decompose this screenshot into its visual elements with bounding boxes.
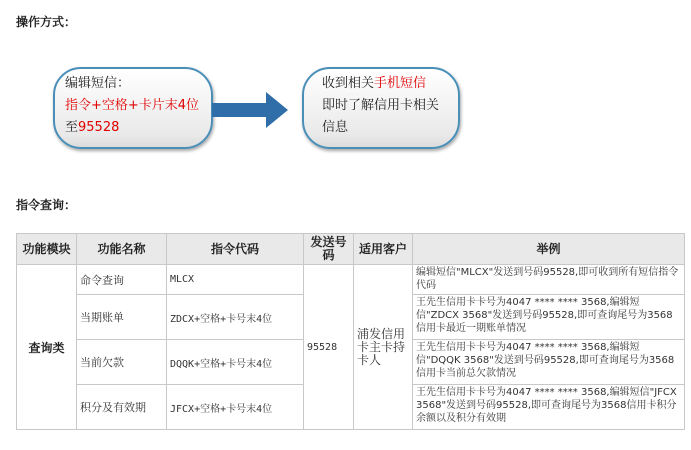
command-code-cell: MLCX: [167, 265, 304, 295]
customer-cell: 浦发信用卡主卡持卡人: [354, 265, 413, 430]
function-name-cell: 当期账单: [77, 295, 167, 340]
category-cell: 查询类: [17, 265, 77, 430]
result-line-3: 信息: [322, 120, 349, 135]
query-heading: 指令查询：: [16, 198, 77, 212]
command-table: [16, 233, 685, 430]
table-header-row: [17, 234, 685, 265]
right-arrow-icon: [212, 92, 288, 128]
header-send-number: 发送号码: [304, 234, 354, 265]
example-cell: 编辑短信"MLCX"发送到号码95528,即可收到所有短信指令代码: [413, 265, 685, 295]
instruction-number: 95528: [78, 120, 120, 135]
command-code-cell: JFCX+空格+卡号末4位: [167, 385, 304, 430]
header-command-code: 指令代码: [167, 234, 304, 265]
result-highlight: 手机短信: [374, 76, 427, 91]
instruction-line-1: 编辑短信：: [65, 76, 131, 91]
example-cell: 王先生信用卡卡号为4047 **** **** 3568,编辑短信"JFCX 3568"发送到号码95528,即可查询尾号为3568信用卡积分余额以及积分有效期: [413, 385, 685, 430]
example-cell: 王先生信用卡卡号为4047 **** **** 3568,编辑短信"DQQK 3568"发送到号码95528,即可查询尾号为3568信用卡当前总欠款情况: [413, 340, 685, 385]
result-bubble: [302, 67, 460, 149]
function-name-cell: 命令查询: [77, 265, 167, 295]
result-line-1: [322, 73, 458, 95]
header-function-name: 功能名称: [77, 234, 167, 265]
instruction-line-2: 指令+空格+卡片末4位: [65, 98, 200, 113]
header-example: 举例: [413, 234, 685, 265]
function-name-cell: 当前欠款: [77, 340, 167, 385]
header-module: 功能模块: [17, 234, 77, 265]
table-row: [17, 265, 685, 295]
example-cell: 王先生信用卡卡号为4047 **** **** 3568,编辑短信"ZDCX 3568"发送到号码95528,即可查询尾号为3568信用卡最近一期账单情况: [413, 295, 685, 340]
send-number-cell: 95528: [304, 265, 354, 430]
result-prefix: 收到相关: [322, 76, 375, 91]
header-customer: 适用客户: [354, 234, 413, 265]
sms-instruction-bubble: [53, 67, 213, 149]
instruction-to-label: 至: [65, 120, 79, 135]
result-line-2: 即时了解信用卡相关: [322, 98, 440, 113]
function-name-cell: 积分及有效期: [77, 385, 167, 430]
command-code-cell: DQQK+空格+卡号末4位: [167, 340, 304, 385]
operation-heading: 操作方式：: [16, 15, 77, 29]
instruction-line-3: [65, 117, 211, 139]
command-code-cell: ZDCX+空格+卡号末4位: [167, 295, 304, 340]
